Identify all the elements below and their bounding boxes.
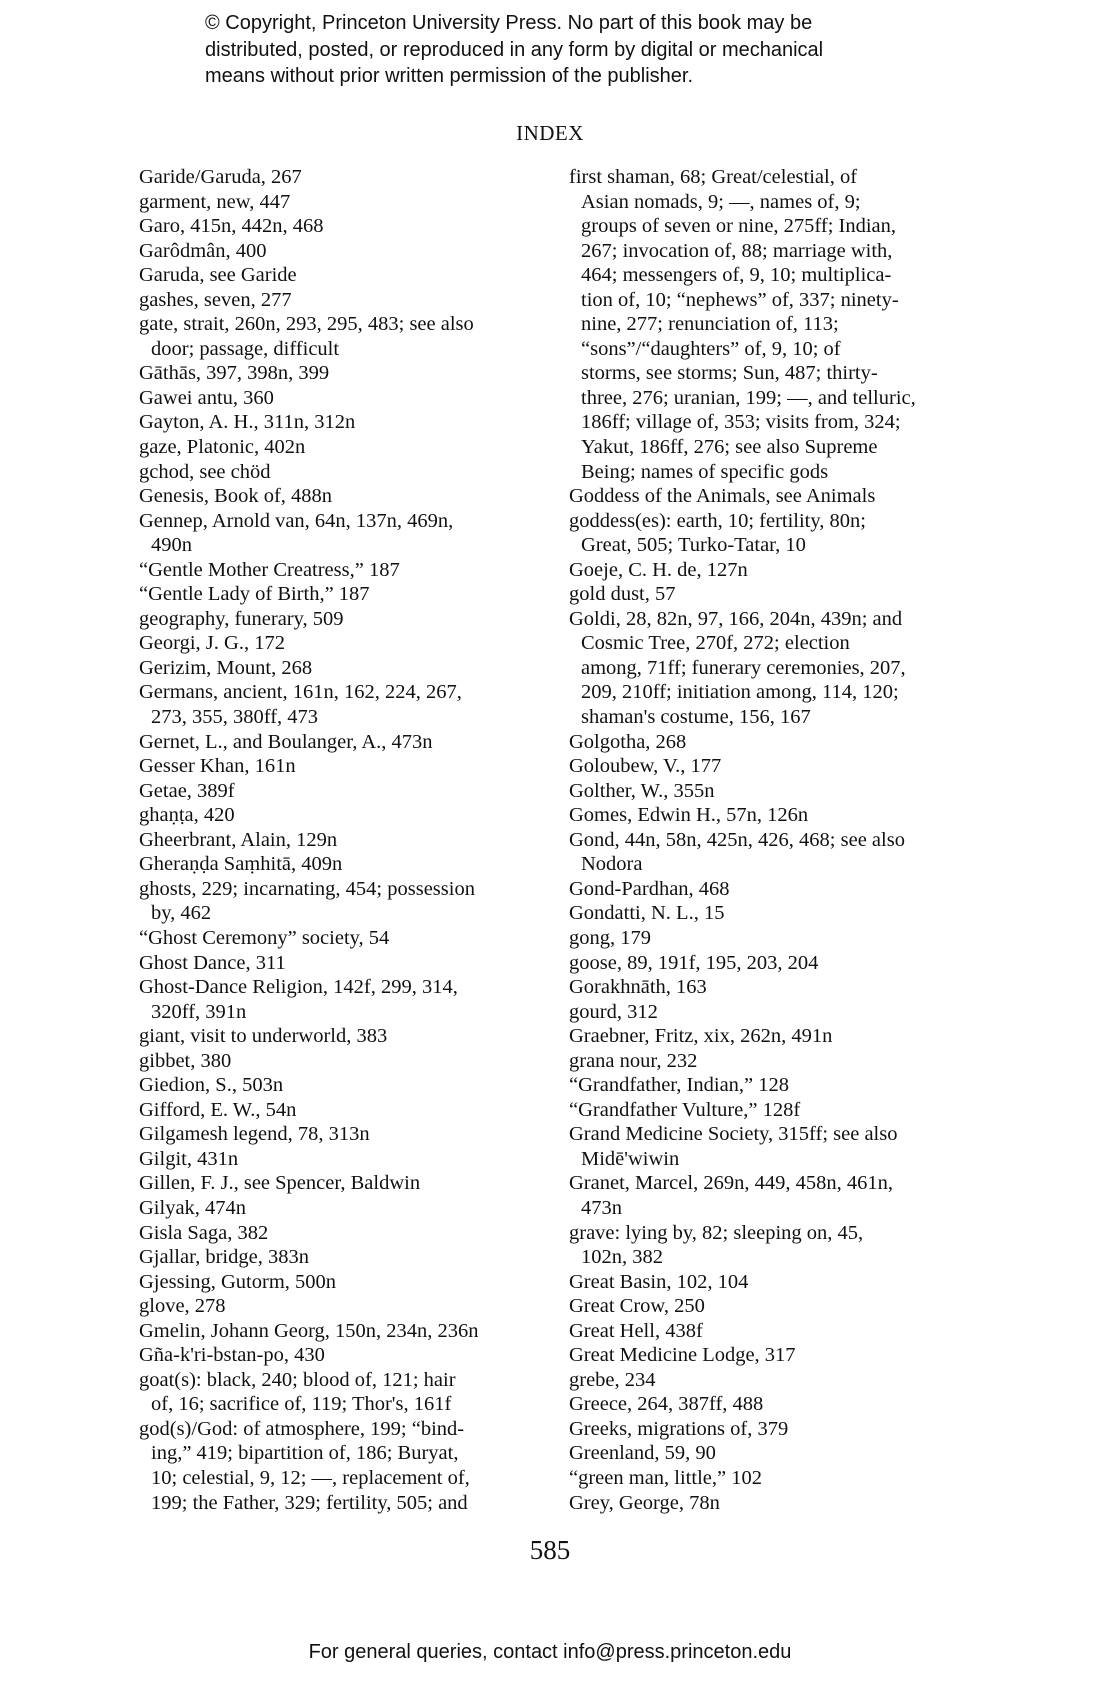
index-entry-line: goat(s): black, 240; blood of, 121; hair	[139, 1368, 456, 1391]
index-entry-line: Goddess of the Animals, see Animals	[569, 485, 876, 508]
index-entry-line: ghosts, 229; incarnating, 454; possession	[139, 877, 475, 900]
index-entry-line: by, 462	[151, 902, 212, 925]
index-entry-line: “green man, little,” 102	[569, 1466, 762, 1489]
index-entry-line: goddess(es): earth, 10; fertility, 80n;	[569, 509, 866, 532]
index-entry-line: Gisla Saga, 382	[139, 1221, 269, 1244]
index-entry-line: Gmelin, Johann Georg, 150n, 234n, 236n	[139, 1319, 479, 1342]
index-entry-line: gate, strait, 260n, 293, 295, 483; see also	[139, 313, 474, 336]
copyright-line: distributed, posted, or reproduced in any form by digital or mechanical	[205, 38, 824, 61]
copyright-line: means without prior written permission of the publisher.	[205, 65, 694, 87]
page-title: INDEX	[516, 121, 584, 145]
index-entry-line: 320ff, 391n	[151, 1000, 247, 1023]
index-entry-line: Granet, Marcel, 269n, 449, 458n, 461n,	[569, 1172, 893, 1195]
index-entry-line: Goloubew, V., 177	[569, 755, 722, 778]
index-entry-line: of, 16; sacrifice of, 119; Thor's, 161f	[151, 1393, 452, 1416]
index-entry-line: 473n	[581, 1196, 622, 1219]
index-entry-line: Gāthās, 397, 398n, 399	[139, 362, 330, 385]
index-entry-line: Gorakhnāth, 163	[569, 976, 707, 999]
index-entry-line: “Gentle Mother Creatress,” 187	[139, 558, 400, 581]
index-entry-line: Gondatti, N. L., 15	[569, 902, 725, 925]
index-entry-line: Graebner, Fritz, xix, 262n, 491n	[569, 1025, 833, 1048]
index-entry-line: gaze, Platonic, 402n	[139, 436, 306, 459]
index-entry-line: glove, 278	[139, 1295, 226, 1318]
index-entry-line: goose, 89, 191f, 195, 203, 204	[569, 951, 819, 974]
index-entry-line: Gesser Khan, 161n	[139, 755, 296, 778]
copyright-line: © Copyright, Princeton University Press. No part of this book may be	[205, 12, 813, 34]
index-entry-line: Gifford, E. W., 54n	[139, 1098, 297, 1121]
index-entry-line: Giedion, S., 503n	[139, 1074, 284, 1097]
index-entry-line: Gillen, F. J., see Spencer, Baldwin	[139, 1172, 421, 1195]
index-entry-line: Grand Medicine Society, 315ff; see also	[569, 1123, 898, 1146]
index-entry-line: Ghost-Dance Religion, 142f, 299, 314,	[139, 976, 458, 999]
index-entry-line: Gilyak, 474n	[139, 1196, 247, 1219]
index-entry-line: Nodora	[581, 853, 643, 876]
index-entry-line: Gjessing, Gutorm, 500n	[139, 1270, 337, 1293]
index-entry-line: grebe, 234	[569, 1368, 656, 1391]
index-entry-line: Gond-Pardhan, 468	[569, 877, 730, 900]
index-entry-line: Germans, ancient, 161n, 162, 224, 267,	[139, 681, 462, 704]
index-column-left	[139, 165, 542, 1515]
index-entry-line: 464; messengers of, 9, 10; multiplica-	[581, 264, 892, 287]
index-entry-line: Greenland, 59, 90	[569, 1442, 716, 1465]
index-entry-line: storms, see storms; Sun, 487; thirty-	[581, 362, 878, 385]
index-entry-line: Gernet, L., and Boulanger, A., 473n	[139, 730, 433, 753]
index-entry-line: tion of, 10; “nephews” of, 337; ninety-	[581, 288, 899, 311]
index-entry-line: Being; names of specific gods	[581, 460, 829, 483]
index-entry-line: Gheraṇḍa Saṃhitā, 409n	[139, 853, 343, 876]
index-entry-line: 102n, 382	[581, 1246, 663, 1269]
index-entry-line: 273, 355, 380ff, 473	[151, 706, 319, 729]
index-entry-line: 490n	[151, 534, 192, 557]
index-entry-line: Golther, W., 355n	[569, 779, 715, 802]
index-entry-line: Gilgit, 431n	[139, 1147, 239, 1170]
index-entry-line: Gña-k'ri-bstan-po, 430	[139, 1344, 325, 1367]
index-entry-line: Gheerbrant, Alain, 129n	[139, 828, 338, 851]
index-entry-line: Yakut, 186ff, 276; see also Supreme	[581, 436, 878, 459]
index-entry-line: garment, new, 447	[139, 190, 291, 213]
index-entry-line: Ghost Dance, 311	[139, 951, 286, 974]
index-entry-line: gashes, seven, 277	[139, 288, 292, 311]
index-entry-line: “Grandfather Vulture,” 128f	[569, 1098, 801, 1121]
index-entry-line: shaman's costume, 156, 167	[581, 706, 811, 729]
index-entry-line: among, 71ff; funerary ceremonies, 207,	[581, 656, 906, 679]
index-entry-line: ing,” 419; bipartition of, 186; Buryat,	[151, 1442, 459, 1465]
index-entry-line: giant, visit to underworld, 383	[139, 1025, 388, 1048]
copyright-notice	[205, 10, 965, 90]
index-entry-line: Gilgamesh legend, 78, 313n	[139, 1123, 370, 1146]
index-entry-line: Garo, 415n, 442n, 468	[139, 215, 324, 238]
index-entry-line: Golgotha, 268	[569, 730, 687, 753]
index-entry-line: door; passage, difficult	[151, 337, 340, 360]
index-entry-line: “Ghost Ceremony” society, 54	[139, 926, 390, 949]
index-entry-line: Midē'wiwin	[581, 1147, 680, 1170]
index-entry-line: Grey, George, 78n	[569, 1491, 720, 1514]
index-entry-line: gchod, see chöd	[139, 460, 271, 483]
footer-contact: For general queries, contact info@press.princeton.edu	[308, 1641, 792, 1663]
index-entry-line: gibbet, 380	[139, 1049, 232, 1072]
index-entry-line: Garôdmân, 400	[139, 239, 267, 262]
page-number: 585	[529, 1535, 571, 1565]
index-entry-line: geography, funerary, 509	[139, 607, 344, 630]
index-entry-line: Getae, 389f	[139, 779, 235, 802]
index-entry-line: three, 276; uranian, 199; —, and telluric,	[581, 386, 916, 409]
index-entry-line: Goldi, 28, 82n, 97, 166, 204n, 439n; and	[569, 607, 903, 630]
index-entry-line: grave: lying by, 82; sleeping on, 45,	[569, 1221, 864, 1244]
index-entry-line: 267; invocation of, 88; marriage with,	[581, 239, 893, 262]
index-entry-line: Gawei antu, 360	[139, 386, 274, 409]
index-entry-line: “Gentle Lady of Birth,” 187	[139, 583, 370, 606]
index-entry-line: Garuda, see Garide	[139, 264, 297, 287]
index-entry-line: groups of seven or nine, 275ff; Indian,	[581, 215, 897, 238]
index-entry-line: gourd, 312	[569, 1000, 658, 1023]
index-entry-line: Great Hell, 438f	[569, 1319, 703, 1342]
index-entry-line: Genesis, Book of, 488n	[139, 485, 333, 508]
index-entry-line: 199; the Father, 329; fertility, 505; and	[151, 1491, 468, 1514]
index-entry-line: Great Basin, 102, 104	[569, 1270, 749, 1293]
index-entry-line: “Grandfather, Indian,” 128	[569, 1074, 790, 1097]
index-entry-line: Goeje, C. H. de, 127n	[569, 558, 748, 581]
index-entry-line: 10; celestial, 9, 12; —, replacement of,	[151, 1466, 470, 1489]
index-entry-line: Asian nomads, 9; —, names of, 9;	[581, 190, 861, 213]
index-entry-line: Garide/Garuda, 267	[139, 166, 302, 188]
index-entry-line: Gomes, Edwin H., 57n, 126n	[569, 804, 809, 827]
index-entry-line: nine, 277; renunciation of, 113;	[581, 313, 839, 336]
index-entry-line: Great Medicine Lodge, 317	[569, 1344, 796, 1367]
index-entry-line: Georgi, J. G., 172	[139, 632, 285, 655]
index-entry-line: Cosmic Tree, 270f, 272; election	[581, 632, 850, 655]
index-entry-line: Gayton, A. H., 311n, 312n	[139, 411, 356, 434]
index-entry-line: first shaman, 68; Great/celestial, of	[569, 166, 858, 188]
index-entry-line: Gerizim, Mount, 268	[139, 656, 313, 679]
index-entry-line: Gennep, Arnold van, 64n, 137n, 469n,	[139, 509, 454, 532]
index-entry-line: gong, 179	[569, 926, 651, 949]
index-entry-line: 209, 210ff; initiation among, 114, 120;	[581, 681, 899, 704]
index-entry-line: Greece, 264, 387ff, 488	[569, 1393, 764, 1416]
index-entry-line: Gond, 44n, 58n, 425n, 426, 468; see also	[569, 828, 905, 851]
index-column-right	[569, 165, 977, 1515]
index-entry-line: Greeks, migrations of, 379	[569, 1417, 789, 1440]
index-entry-line: 186ff; village of, 353; visits from, 324;	[581, 411, 901, 434]
index-entry-line: god(s)/God: of atmosphere, 199; “bind-	[139, 1417, 465, 1440]
index-entry-line: ghaṇṭa, 420	[139, 804, 235, 827]
index-entry-line: Great, 505; Turko-Tatar, 10	[581, 534, 806, 557]
index-entry-line: gold dust, 57	[569, 583, 676, 606]
index-entry-line: Gjallar, bridge, 383n	[139, 1246, 309, 1269]
index-entry-line: grana nour, 232	[569, 1049, 698, 1072]
index-entry-line: “sons”/“daughters” of, 9, 10; of	[581, 337, 841, 360]
index-entry-line: Great Crow, 250	[569, 1295, 705, 1318]
